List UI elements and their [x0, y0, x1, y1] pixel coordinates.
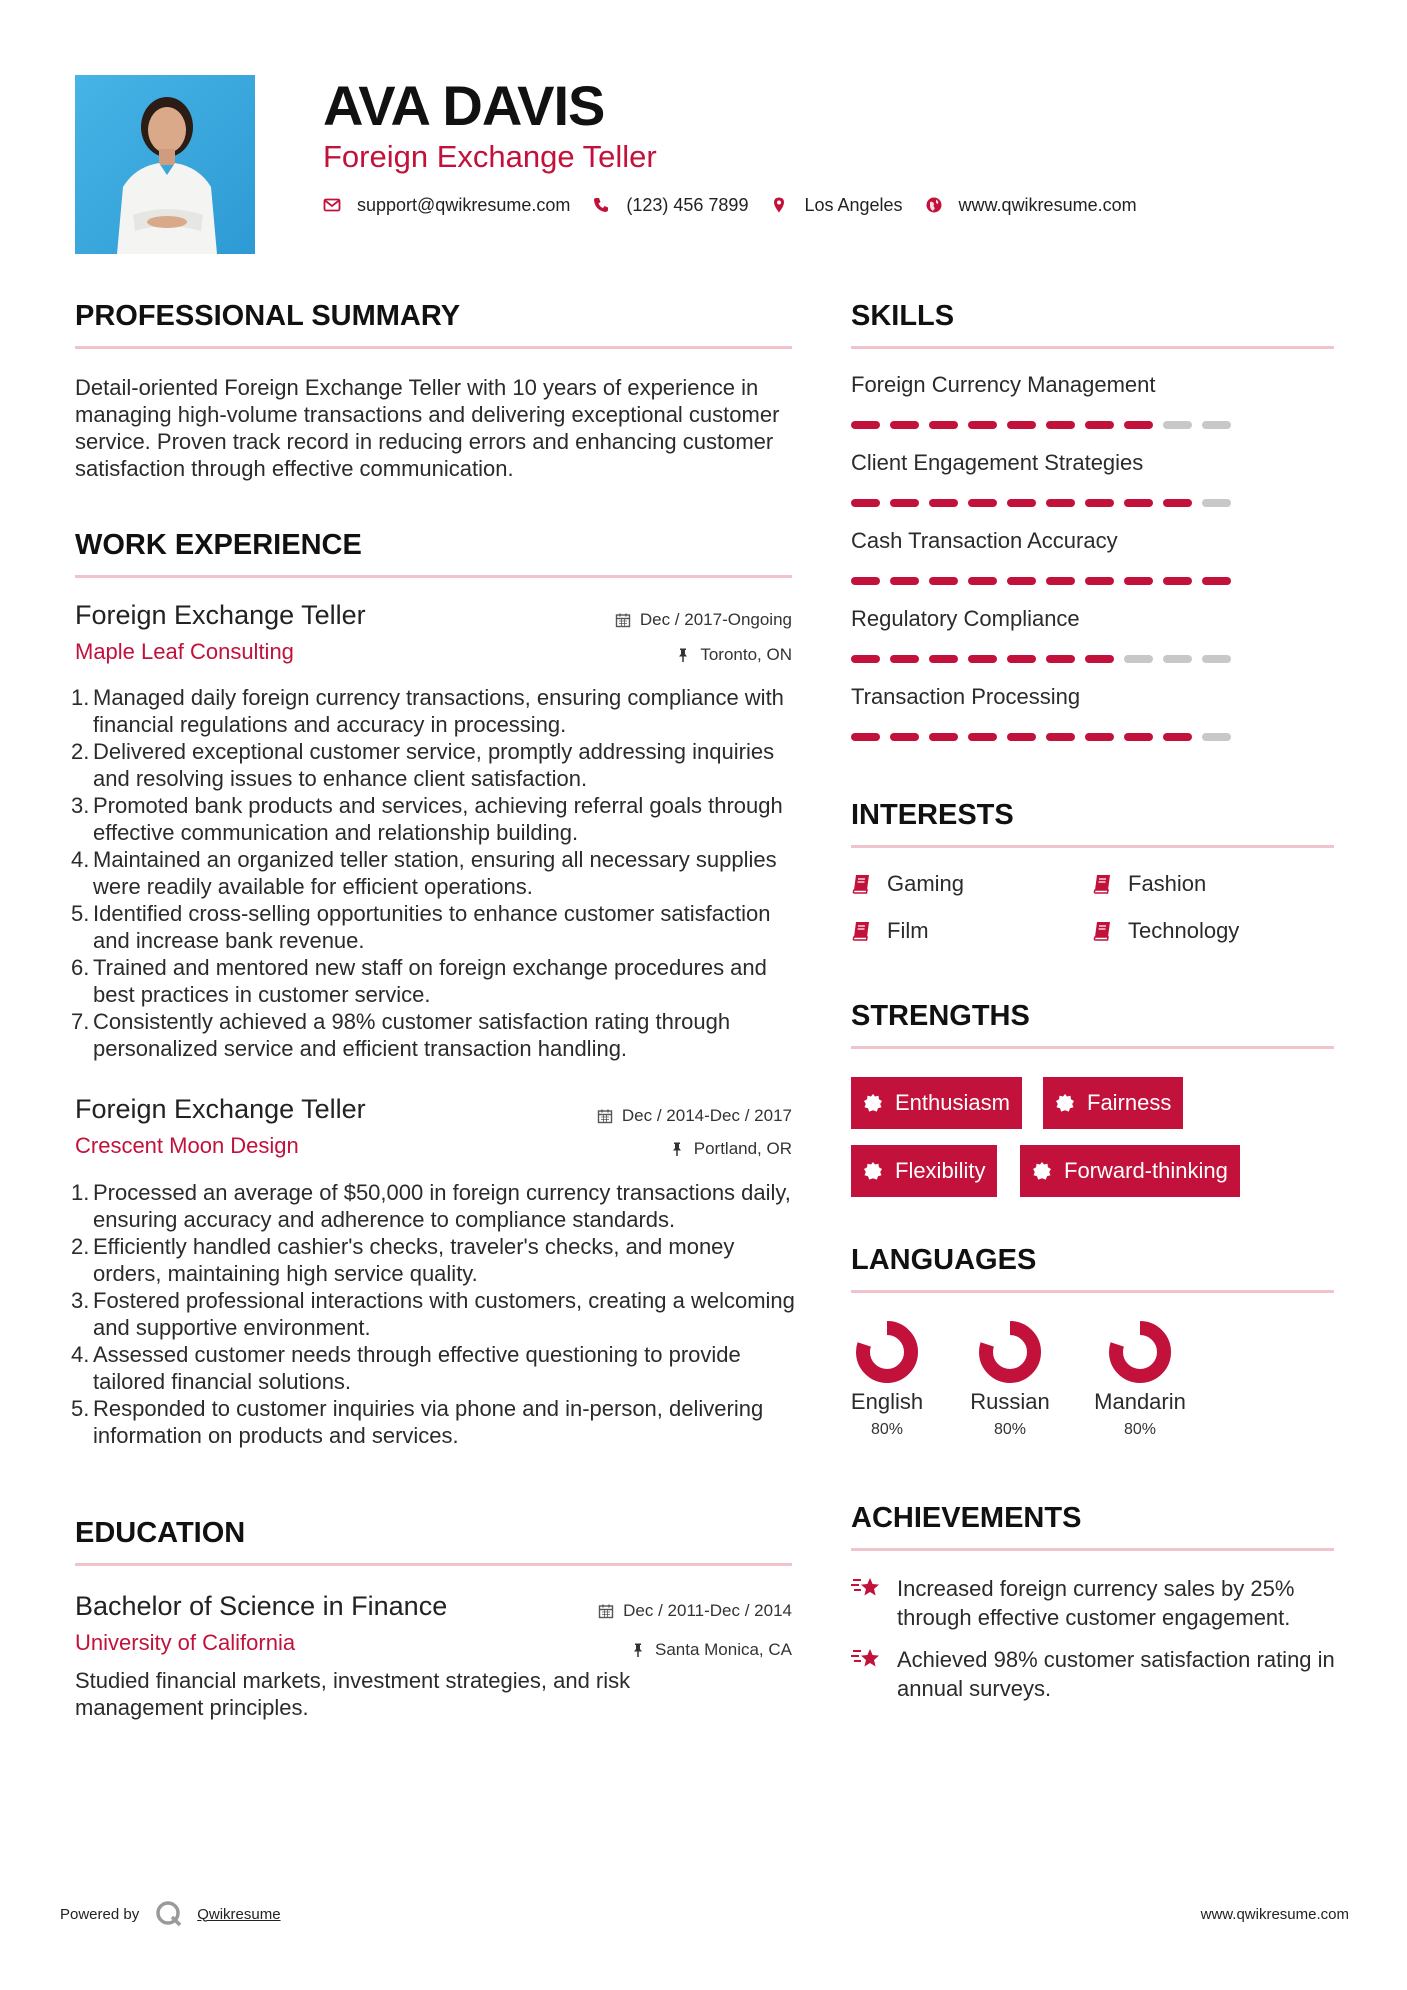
skill-dash-filled	[1085, 577, 1114, 585]
skill-dash-filled	[890, 421, 919, 429]
interest-item	[1092, 870, 1206, 898]
skill-dash-filled	[1085, 499, 1114, 507]
strength-label: Forward-thinking	[1064, 1158, 1228, 1183]
language-ring-fill	[863, 1328, 911, 1376]
calendar-icon	[614, 611, 632, 629]
skill-dash-filled	[968, 499, 997, 507]
trophy-star-icon	[851, 1574, 883, 1602]
calendar-icon	[597, 1602, 615, 1620]
education-heading: EDUCATION	[75, 1517, 246, 1549]
skill-dash-filled	[1163, 577, 1192, 585]
strength-label: Flexibility	[895, 1158, 986, 1183]
language-item	[837, 1320, 937, 1441]
job-1-dates	[614, 609, 792, 631]
job-2-location-text: Portland, OR	[693, 1139, 792, 1158]
skills-divider	[851, 346, 1334, 349]
skill-dash-filled	[1007, 577, 1036, 585]
job-1-header	[75, 598, 792, 668]
list-item: 2. Delivered exceptional customer service, promptly addressing inquiries and resolving issues to enhance client satisfaction.	[71, 739, 775, 791]
calendar-icon	[596, 1107, 614, 1125]
job-1-location-text: Toronto, ON	[700, 645, 792, 664]
footer-powered-by	[60, 1900, 281, 1928]
job-1-title: Foreign Exchange Teller	[75, 600, 366, 630]
brand-link[interactable]: Qwikresume	[197, 1905, 281, 1923]
skill-dash-empty	[1202, 499, 1231, 507]
achievements-divider	[851, 1548, 1334, 1551]
strengths-heading: STRENGTHS	[851, 1000, 1030, 1032]
skill-dash-filled	[1046, 655, 1075, 663]
skill-dash-filled	[968, 655, 997, 663]
job-2-dates-text: Dec / 2014-Dec / 2017	[621, 1106, 792, 1125]
candidate-role: Foreign Exchange Teller	[323, 139, 657, 174]
language-item	[1090, 1320, 1190, 1441]
skill-dash-filled	[968, 733, 997, 741]
interest-item	[851, 917, 929, 945]
language-item	[960, 1320, 1060, 1441]
globe-icon	[925, 196, 943, 214]
skill-dash-filled	[1007, 421, 1036, 429]
experience-heading: WORK EXPERIENCE	[75, 529, 362, 561]
pin-icon	[674, 646, 692, 664]
job-1-company: Maple Leaf Consulting	[75, 639, 294, 664]
skill-dash-filled	[1085, 421, 1114, 429]
interest-label: Fashion	[1128, 871, 1207, 896]
contact-location	[770, 193, 902, 217]
education-dates-text: Dec / 2011-Dec / 2014	[623, 1601, 792, 1620]
job-1-dates-text: Dec / 2017-Ongoing	[639, 610, 792, 629]
education-location-text: Santa Monica, CA	[654, 1640, 792, 1659]
skill-dash-empty	[1202, 733, 1231, 741]
skill-name: Transaction Processing	[851, 684, 1081, 709]
skill-dash-filled	[851, 499, 880, 507]
language-percent: 80%	[1123, 1421, 1157, 1438]
badge-icon	[1032, 1161, 1052, 1181]
language-percent: 80%	[993, 1421, 1027, 1438]
footer-url[interactable]: www.qwikresume.com	[1200, 1906, 1349, 1923]
phone-text: (123) 456 7899	[626, 195, 749, 215]
interest-label: Technology	[1128, 918, 1240, 943]
location-text: Los Angeles	[804, 195, 903, 215]
skill-level-bar	[851, 577, 1231, 585]
job-2-bullets	[71, 1179, 795, 1449]
skill-level-bar	[851, 499, 1231, 507]
skill-dash-filled	[929, 499, 958, 507]
skill-dash-filled	[890, 499, 919, 507]
job-2-header	[75, 1092, 792, 1162]
language-name: English	[850, 1389, 924, 1414]
list-item: 5. Responded to customer inquiries via phone and in-person, delivering information on products and services.	[71, 1396, 764, 1448]
achievements-heading: ACHIEVEMENTS	[851, 1502, 1082, 1534]
book-icon	[851, 873, 873, 895]
contact-website[interactable]	[925, 193, 1137, 217]
skill-dash-filled	[1046, 577, 1075, 585]
language-progress-ring	[978, 1320, 1042, 1384]
education-header	[75, 1589, 792, 1659]
interests-heading: INTERESTS	[851, 799, 1014, 831]
book-icon	[1092, 920, 1114, 942]
contact-phone[interactable]	[592, 193, 748, 217]
book-icon	[1092, 873, 1114, 895]
email-text: support@qwikresume.com	[357, 195, 571, 215]
achievement-item	[851, 1645, 1341, 1703]
skill-dash-filled	[929, 577, 958, 585]
job-2-company: Crescent Moon Design	[75, 1133, 299, 1158]
strength-label: Fairness	[1087, 1090, 1172, 1115]
skill-dash-empty	[1124, 655, 1153, 663]
skill-dash-filled	[1163, 733, 1192, 741]
list-item: 6. Trained and mentored new staff on foreign exchange procedures and best practices in customer service.	[71, 955, 767, 1007]
job-2-dates	[596, 1105, 792, 1127]
candidate-name: AVA DAVIS	[323, 74, 605, 137]
experience-divider	[75, 575, 792, 578]
skill-dash-empty	[1163, 655, 1192, 663]
skill-dash-empty	[1202, 655, 1231, 663]
strength-chip	[1043, 1077, 1183, 1129]
skill-dash-filled	[929, 421, 958, 429]
school-name: University of California	[75, 1630, 296, 1655]
skill-level-bar	[851, 655, 1231, 663]
skill-dash-filled	[1124, 733, 1153, 741]
language-name: Mandarin	[1094, 1389, 1186, 1414]
list-item: 5. Identified cross-selling opportunities to enhance customer satisfaction and increase bank revenue.	[71, 901, 771, 953]
profile-photo	[75, 75, 255, 254]
skill-dash-empty	[1163, 421, 1192, 429]
skill-dash-filled	[890, 733, 919, 741]
skill-dash-filled	[1007, 499, 1036, 507]
job-2-title: Foreign Exchange Teller	[75, 1094, 366, 1124]
languages-divider	[851, 1290, 1334, 1293]
language-name: Russian	[970, 1389, 1050, 1414]
phone-icon	[592, 196, 610, 214]
skill-dash-empty	[1202, 421, 1231, 429]
list-item: 1. Managed daily foreign currency transactions, ensuring compliance with financial regulations and accuracy in processing.	[71, 685, 784, 737]
skill-dash-filled	[929, 655, 958, 663]
skill-dash-filled	[851, 577, 880, 585]
education-description: Studied financial markets, investment strategies, and risk management principles.	[75, 1668, 631, 1720]
trophy-star-icon	[851, 1645, 883, 1673]
website-text: www.qwikresume.com	[958, 195, 1137, 215]
skill-dash-filled	[890, 655, 919, 663]
skill-dash-filled	[851, 733, 880, 741]
education-dates	[597, 1600, 792, 1622]
skill-dash-filled	[929, 733, 958, 741]
skill-dash-filled	[1202, 577, 1231, 585]
interest-label: Gaming	[887, 871, 965, 896]
skill-name: Regulatory Compliance	[851, 606, 1080, 631]
job-2-location	[668, 1138, 792, 1160]
strength-chip	[851, 1077, 1022, 1129]
skill-level-bar	[851, 733, 1231, 741]
language-ring-fill	[986, 1328, 1034, 1376]
list-item: 7. Consistently achieved a 98% customer satisfaction rating through personalized service and efficient transaction handling.	[71, 1009, 731, 1061]
list-item: 1. Processed an average of $50,000 in foreign currency transactions daily, ensuring accuracy and adherence to compliance standards.	[71, 1180, 791, 1232]
summary-text: Detail-oriented Foreign Exchange Teller with 10 years of experience in managing high-volume transactions and delivering exceptional customer service. Proven track record in reducing errors and enhancing customer satisfaction through effective communication.	[75, 375, 780, 481]
list-item: 3. Promoted bank products and services, achieving referral goals through effective communication and relationship building.	[71, 793, 783, 845]
strengths-divider	[851, 1046, 1334, 1049]
skill-dash-filled	[1046, 421, 1075, 429]
skill-name: Client Engagement Strategies	[851, 450, 1144, 475]
powered-by-text: Powered by	[60, 1905, 140, 1923]
list-item: 4. Assessed customer needs through effective questioning to provide tailored financial solutions.	[71, 1342, 741, 1394]
badge-icon	[1055, 1093, 1075, 1113]
badge-icon	[863, 1161, 883, 1181]
job-1-location	[674, 644, 792, 666]
list-item: 2. Efficiently handled cashier's checks, traveler's checks, and money orders, maintaining high service quality.	[71, 1234, 735, 1286]
skill-name: Foreign Currency Management	[851, 372, 1156, 397]
education-location	[629, 1639, 792, 1661]
book-icon	[851, 920, 873, 942]
pin-icon	[668, 1140, 686, 1158]
skill-dash-filled	[1085, 655, 1114, 663]
degree-title: Bachelor of Science in Finance	[75, 1591, 448, 1621]
badge-icon	[863, 1093, 883, 1113]
achievement-text: Achieved 98% customer satisfaction rating in annual surveys.	[897, 1647, 1335, 1701]
skill-level-bar	[851, 421, 1231, 429]
map-pin-icon	[770, 196, 788, 214]
qwikresume-logo-icon	[155, 1900, 183, 1928]
envelope-icon	[323, 196, 341, 214]
skill-dash-filled	[851, 421, 880, 429]
skill-dash-filled	[1163, 499, 1192, 507]
skills-heading: SKILLS	[851, 300, 955, 332]
strength-label: Enthusiasm	[895, 1090, 1010, 1115]
strength-chip	[851, 1145, 997, 1197]
skill-dash-filled	[890, 577, 919, 585]
summary-divider	[75, 346, 792, 349]
skill-dash-filled	[1124, 499, 1153, 507]
language-ring-fill	[1116, 1328, 1164, 1376]
achievement-item	[851, 1574, 1341, 1632]
contact-email[interactable]	[323, 193, 570, 217]
interest-item	[851, 870, 964, 898]
skill-dash-filled	[968, 421, 997, 429]
pin-icon	[629, 1641, 647, 1659]
list-item: 3. Fostered professional interactions with customers, creating a welcoming and supportive environment.	[71, 1288, 795, 1340]
language-progress-ring	[1108, 1320, 1172, 1384]
interest-label: Film	[887, 918, 929, 943]
language-progress-ring	[855, 1320, 919, 1384]
job-1-bullets	[71, 684, 795, 1062]
skill-dash-filled	[1046, 499, 1075, 507]
interest-item	[1092, 917, 1239, 945]
achievement-text: Increased foreign currency sales by 25% through effective customer engagement.	[897, 1576, 1295, 1630]
skill-dash-filled	[1046, 733, 1075, 741]
interests-divider	[851, 845, 1334, 848]
list-item: 4. Maintained an organized teller station, ensuring all necessary supplies were readily available for efficient operations.	[71, 847, 777, 899]
skill-dash-filled	[1124, 577, 1153, 585]
skill-dash-filled	[851, 655, 880, 663]
skill-dash-filled	[968, 577, 997, 585]
education-divider	[75, 1563, 792, 1566]
strength-chip	[1020, 1145, 1240, 1197]
language-percent: 80%	[870, 1421, 904, 1438]
skill-dash-filled	[1007, 733, 1036, 741]
skill-dash-filled	[1007, 655, 1036, 663]
summary-heading: PROFESSIONAL SUMMARY	[75, 300, 461, 332]
skill-name: Cash Transaction Accuracy	[851, 528, 1118, 553]
contact-row	[323, 193, 1159, 217]
skill-dash-filled	[1085, 733, 1114, 741]
skill-dash-filled	[1124, 421, 1153, 429]
languages-heading: LANGUAGES	[851, 1244, 1037, 1276]
